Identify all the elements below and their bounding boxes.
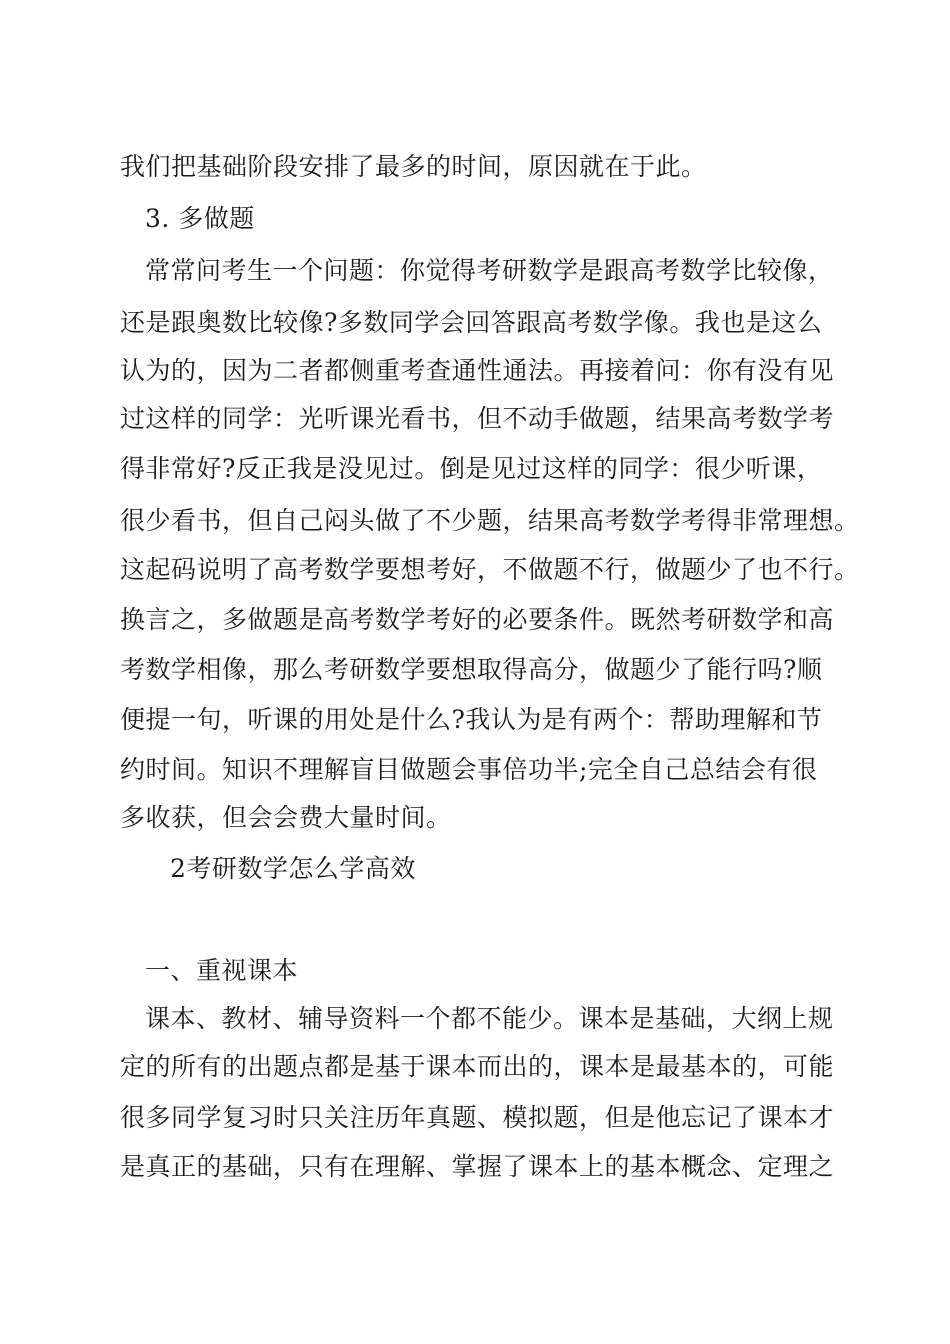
text-line: 是真正的基础，只有在理解、掌握了课本上的基本概念、定理之 — [120, 1152, 835, 1181]
text-line: 定的所有的出题点都是基于课本而出的，课本是最基本的，可能 — [120, 1052, 835, 1081]
text-line: 约时间。知识不理解盲目做题会事倍功半;完全自己总结会有很 — [120, 755, 818, 784]
section-heading: 3. 多做题 — [145, 204, 255, 233]
section-heading: 一、重视课本 — [145, 956, 299, 985]
section-heading: 2考研数学怎么学高效 — [170, 854, 416, 883]
text-line: 很多同学复习时只关注历年真题、模拟题，但是他忘记了课本才 — [120, 1103, 835, 1132]
text-line: 常常问考生一个问题：你觉得考研数学是跟高考数学比较像， — [145, 256, 834, 285]
text-line: 认为的，因为二者都侧重考查通性通法。再接着问：你有没有见 — [120, 356, 835, 385]
text-line: 过这样的同学：光听课光看书，但不动手做题，结果高考数学考 — [120, 404, 835, 433]
text-line: 这起码说明了高考数学要想考好，不做题不行，做题少了也不行。 — [120, 555, 860, 584]
text-line: 便提一句，听课的用处是什么?我认为是有两个：帮助理解和节 — [120, 705, 823, 734]
text-line: 课本、教材、辅导资料一个都不能少。课本是基础，大纲上规 — [145, 1004, 834, 1033]
text-line: 得非常好?反正我是没见过。倒是见过这样的同学：很少听课， — [120, 454, 823, 483]
text-line: 换言之，多做题是高考数学考好的必要条件。既然考研数学和高 — [120, 605, 835, 634]
text-line: 很少看书，但自己闷头做了不少题，结果高考数学考得非常理想。 — [120, 506, 860, 535]
text-line: 还是跟奥数比较像?多数同学会回答跟高考数学像。我也是这么 — [120, 308, 823, 337]
text-line: 考数学相像，那么考研数学要想取得高分，做题少了能行吗?顺 — [120, 655, 823, 684]
text-line: 多收获，但会会费大量时间。 — [120, 803, 452, 832]
text-line: 我们把基础阶段安排了最多的时间，原因就在于此。 — [120, 152, 707, 181]
